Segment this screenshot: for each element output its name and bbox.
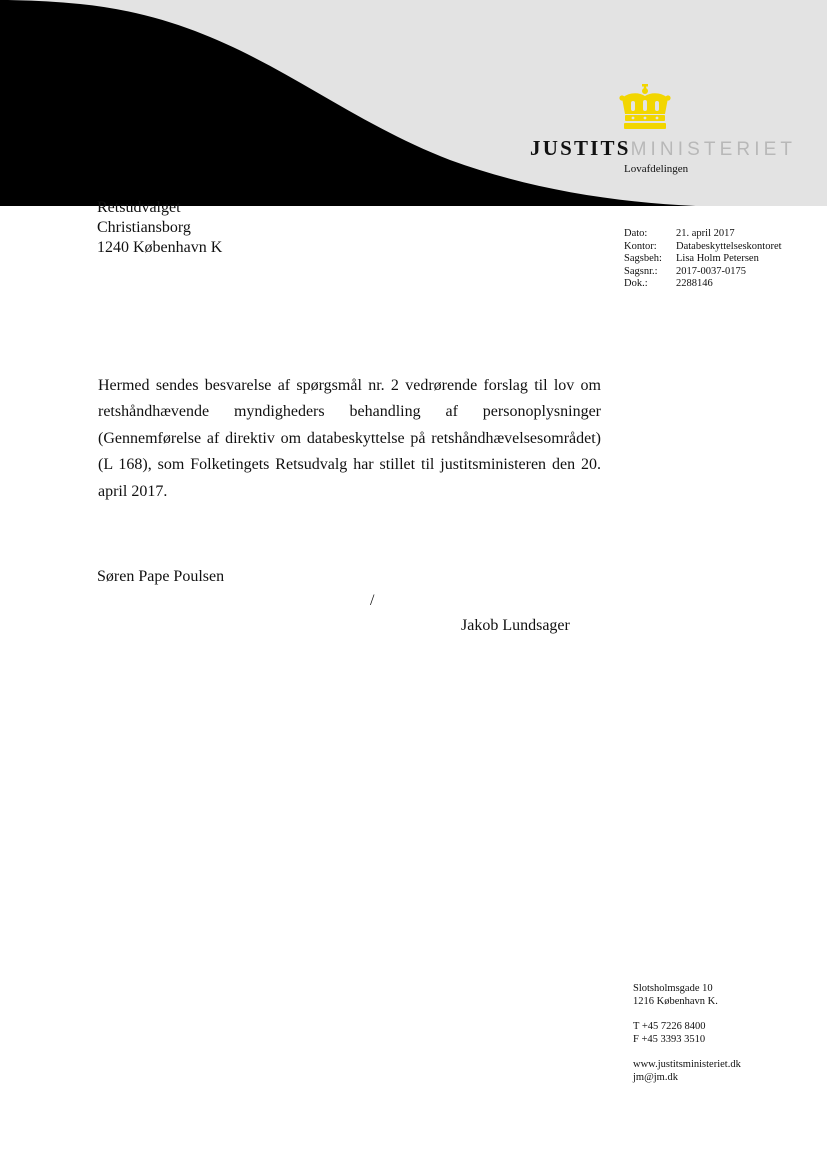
meta-key: Sagsbeh:: [624, 253, 662, 265]
meta-row-case-number: [624, 266, 782, 279]
letterhead: [0, 0, 827, 206]
footer-website: www.justitsministeriet.dk: [633, 1059, 741, 1071]
department-name: Lovafdelingen: [624, 163, 689, 175]
logo-primary: JUSTITS: [530, 136, 631, 160]
signature-minister: Søren Pape Poulsen: [97, 568, 225, 585]
ministry-logo: [530, 137, 796, 161]
recipient-address: [97, 198, 222, 258]
meta-key: Kontor:: [624, 240, 657, 252]
letter-body: Hermed sendes besvarelse af spørgsmål nr. 2 vedrørende forslag til lov om retshåndhævende myndigheders behandling af personoplysninger (Gennemførelse af direktiv om databeskyttelse på retshåndhævelsesområdet) (L 168), som Folketingets Retsudvalg har stillet til justitsministeren den 20. april 2017.: [98, 377, 601, 500]
footer-email: jm@jm.dk: [633, 1071, 678, 1083]
signature-separator: /: [370, 592, 375, 609]
meta-row-caseworker: [624, 253, 782, 266]
meta-row-document: [624, 278, 782, 291]
meta-value: 21. april 2017: [676, 228, 735, 239]
meta-key: Dato:: [624, 228, 648, 239]
meta-value: 2288146: [676, 278, 713, 290]
footer-fax: F +45 3393 3510: [633, 1033, 706, 1045]
meta-value: 2017-0037-0175: [676, 265, 746, 277]
recipient-line: 1240 København K: [97, 239, 223, 256]
letterhead-wave: [0, 0, 827, 206]
meta-value: Lisa Holm Petersen: [676, 253, 759, 265]
footer-phone: T +45 7226 8400: [633, 1021, 706, 1033]
recipient-line: Retsudvalget: [97, 199, 181, 216]
document-meta: [624, 228, 782, 291]
footer-city: 1216 København K.: [633, 995, 718, 1007]
recipient-line: Christiansborg: [97, 219, 191, 236]
footer-street: Slotsholmsgade 10: [633, 983, 713, 994]
meta-row-office: [624, 241, 782, 254]
meta-value: Databeskyttelseskontoret: [676, 240, 782, 252]
meta-row-date: [624, 228, 782, 241]
signature-official: Jakob Lundsager: [461, 617, 570, 634]
meta-key: Sagsnr.:: [624, 265, 658, 277]
logo-secondary: MINISTERIET: [630, 139, 797, 160]
footer-contact: [633, 983, 741, 1085]
crown-icon: [619, 84, 671, 130]
meta-key: Dok.:: [624, 278, 648, 290]
